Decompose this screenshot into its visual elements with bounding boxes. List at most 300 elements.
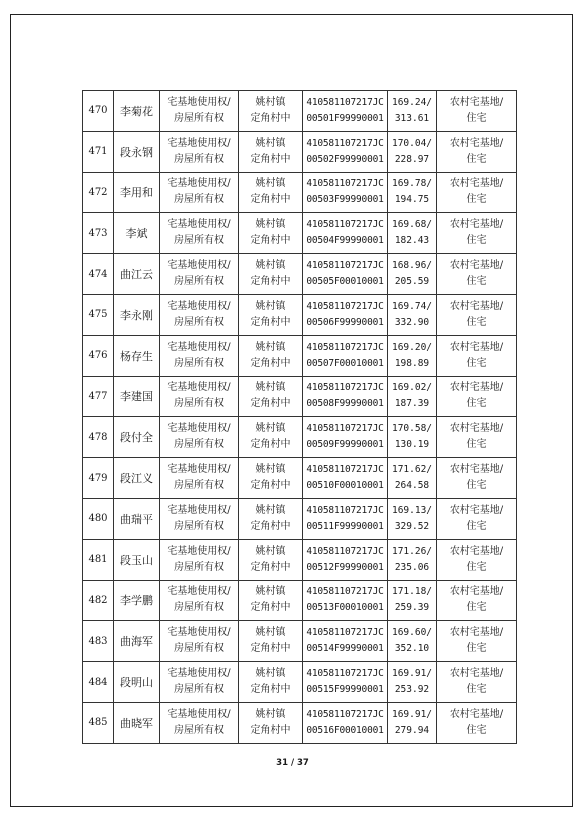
record-number-text: 484 bbox=[88, 676, 108, 688]
parcel-code-cell bbox=[303, 376, 388, 417]
table-row bbox=[83, 254, 517, 295]
land-use-cell bbox=[437, 702, 517, 743]
right-type-text: 房屋所有权 bbox=[174, 602, 224, 614]
right-type-text: 宅基地使用权/ bbox=[167, 708, 231, 720]
land-use-cell bbox=[437, 417, 517, 458]
location-cell bbox=[239, 294, 303, 335]
area-text: 352.10 bbox=[394, 643, 430, 655]
location-text: 定角村中 bbox=[250, 724, 291, 736]
right-type-text: 房屋所有权 bbox=[174, 724, 224, 736]
land-use-cell bbox=[437, 498, 517, 539]
location-cell bbox=[239, 376, 303, 417]
location-text: 姚村镇 bbox=[255, 300, 286, 312]
right-type-text: 宅基地使用权/ bbox=[167, 341, 231, 353]
parcel-code-text: 410581107217JC bbox=[306, 668, 384, 680]
location-text: 定角村中 bbox=[250, 194, 291, 206]
location-text: 姚村镇 bbox=[255, 96, 286, 108]
record-number-cell bbox=[83, 376, 114, 417]
area-cell bbox=[388, 702, 437, 743]
location-cell bbox=[239, 458, 303, 499]
land-use-text: 住宅 bbox=[466, 357, 487, 369]
area-text: 171.18/ bbox=[391, 586, 433, 598]
record-number-text: 485 bbox=[88, 717, 108, 729]
record-number-text: 475 bbox=[88, 309, 108, 321]
record-number-text: 476 bbox=[88, 350, 108, 362]
area-cell bbox=[388, 254, 437, 295]
owner-name-cell bbox=[114, 662, 160, 703]
land-use-text: 住宅 bbox=[466, 153, 487, 165]
parcel-code-text: 410581107217JC bbox=[306, 260, 384, 272]
table-row bbox=[83, 458, 517, 499]
record-number-cell bbox=[83, 702, 114, 743]
table-row bbox=[83, 498, 517, 539]
table-row bbox=[83, 91, 517, 132]
owner-name-cell bbox=[114, 702, 160, 743]
owner-name-cell bbox=[114, 294, 160, 335]
parcel-code-cell bbox=[303, 254, 388, 295]
parcel-code-text: 410581107217JC bbox=[306, 178, 384, 190]
parcel-code-text: 00516F00010001 bbox=[306, 724, 384, 736]
parcel-code-text: 00509F99990001 bbox=[306, 439, 384, 451]
land-use-text: 住宅 bbox=[466, 724, 487, 736]
record-number-cell bbox=[83, 254, 114, 295]
land-use-text: 住宅 bbox=[466, 276, 487, 288]
record-number-text: 482 bbox=[88, 594, 108, 606]
land-use-text: 住宅 bbox=[466, 316, 487, 328]
parcel-code-cell bbox=[303, 458, 388, 499]
record-number-text: 471 bbox=[88, 146, 108, 158]
owner-name-cell bbox=[114, 335, 160, 376]
right-type-text: 房屋所有权 bbox=[174, 316, 224, 328]
table-row bbox=[83, 213, 517, 254]
area-text: 168.96/ bbox=[391, 260, 433, 272]
location-text: 定角村中 bbox=[250, 439, 291, 451]
parcel-code-text: 00507F00010001 bbox=[306, 357, 384, 369]
owner-name-cell bbox=[114, 91, 160, 132]
land-use-cell bbox=[437, 254, 517, 295]
owner-name-text: 曲瑞平 bbox=[120, 512, 153, 526]
right-type-text: 房屋所有权 bbox=[174, 643, 224, 655]
right-type-cell bbox=[160, 702, 239, 743]
owner-name-text: 李菊花 bbox=[120, 104, 153, 118]
area-text: 169.91/ bbox=[391, 668, 433, 680]
table-row bbox=[83, 294, 517, 335]
location-cell bbox=[239, 91, 303, 132]
owner-name-cell bbox=[114, 621, 160, 662]
parcel-code-cell bbox=[303, 498, 388, 539]
parcel-code-text: 410581107217JC bbox=[306, 300, 384, 312]
area-text: 329.52 bbox=[394, 520, 430, 532]
record-number-cell bbox=[83, 213, 114, 254]
area-text: 170.58/ bbox=[391, 423, 433, 435]
parcel-code-text: 410581107217JC bbox=[306, 423, 384, 435]
right-type-text: 宅基地使用权/ bbox=[167, 219, 231, 231]
area-cell bbox=[388, 131, 437, 172]
land-use-cell bbox=[437, 662, 517, 703]
area-text: 279.94 bbox=[394, 724, 430, 736]
parcel-code-text: 410581107217JC bbox=[306, 137, 384, 149]
land-use-text: 农村宅基地/ bbox=[449, 464, 504, 476]
land-use-text: 住宅 bbox=[466, 561, 487, 573]
area-text: 182.43 bbox=[394, 235, 430, 247]
right-type-cell bbox=[160, 498, 239, 539]
table-row bbox=[83, 621, 517, 662]
parcel-code-cell bbox=[303, 131, 388, 172]
right-type-text: 房屋所有权 bbox=[174, 194, 224, 206]
right-type-cell bbox=[160, 458, 239, 499]
record-number-cell bbox=[83, 417, 114, 458]
land-use-text: 住宅 bbox=[466, 112, 487, 124]
parcel-code-cell bbox=[303, 417, 388, 458]
parcel-code-text: 410581107217JC bbox=[306, 464, 384, 476]
land-use-text: 住宅 bbox=[466, 235, 487, 247]
area-text: 313.61 bbox=[394, 112, 430, 124]
parcel-code-text: 410581107217JC bbox=[306, 382, 384, 394]
parcel-code-text: 00506F99990001 bbox=[306, 316, 384, 328]
land-use-text: 住宅 bbox=[466, 194, 487, 206]
right-type-text: 房屋所有权 bbox=[174, 357, 224, 369]
record-number-text: 483 bbox=[88, 635, 108, 647]
parcel-code-text: 00503F99990001 bbox=[306, 194, 384, 206]
area-cell bbox=[388, 662, 437, 703]
right-type-text: 房屋所有权 bbox=[174, 480, 224, 492]
location-text: 姚村镇 bbox=[255, 627, 286, 639]
right-type-cell bbox=[160, 580, 239, 621]
owner-name-cell bbox=[114, 417, 160, 458]
right-type-cell bbox=[160, 91, 239, 132]
owner-name-cell bbox=[114, 376, 160, 417]
land-use-text: 农村宅基地/ bbox=[449, 627, 504, 639]
area-cell bbox=[388, 621, 437, 662]
location-text: 定角村中 bbox=[250, 398, 291, 410]
right-type-cell bbox=[160, 376, 239, 417]
parcel-code-cell bbox=[303, 172, 388, 213]
area-text: 187.39 bbox=[394, 398, 430, 410]
owner-name-text: 段江义 bbox=[120, 472, 153, 486]
location-text: 定角村中 bbox=[250, 276, 291, 288]
land-use-cell bbox=[437, 91, 517, 132]
owner-name-text: 李建国 bbox=[120, 390, 153, 404]
record-number-cell bbox=[83, 621, 114, 662]
table-row bbox=[83, 335, 517, 376]
parcel-code-cell bbox=[303, 213, 388, 254]
land-use-text: 农村宅基地/ bbox=[449, 137, 504, 149]
area-text: 264.58 bbox=[394, 480, 430, 492]
table-row bbox=[83, 172, 517, 213]
land-use-cell bbox=[437, 335, 517, 376]
area-cell bbox=[388, 376, 437, 417]
right-type-text: 宅基地使用权/ bbox=[167, 178, 231, 190]
right-type-cell bbox=[160, 213, 239, 254]
land-use-text: 农村宅基地/ bbox=[449, 382, 504, 394]
location-cell bbox=[239, 702, 303, 743]
land-use-text: 农村宅基地/ bbox=[449, 545, 504, 557]
record-number-cell bbox=[83, 172, 114, 213]
land-use-text: 住宅 bbox=[466, 480, 487, 492]
location-text: 姚村镇 bbox=[255, 219, 286, 231]
location-text: 定角村中 bbox=[250, 520, 291, 532]
owner-name-text: 曲江云 bbox=[120, 268, 153, 282]
owner-name-cell bbox=[114, 254, 160, 295]
location-text: 定角村中 bbox=[250, 643, 291, 655]
right-type-cell bbox=[160, 662, 239, 703]
record-number-text: 473 bbox=[88, 227, 108, 239]
page-number: 31 / 37 bbox=[276, 758, 309, 768]
location-cell bbox=[239, 335, 303, 376]
right-type-text: 宅基地使用权/ bbox=[167, 545, 231, 557]
parcel-code-cell bbox=[303, 662, 388, 703]
land-use-text: 住宅 bbox=[466, 602, 487, 614]
parcel-code-cell bbox=[303, 702, 388, 743]
right-type-text: 宅基地使用权/ bbox=[167, 668, 231, 680]
land-use-text: 住宅 bbox=[466, 643, 487, 655]
parcel-code-text: 410581107217JC bbox=[306, 504, 384, 516]
right-type-text: 宅基地使用权/ bbox=[167, 96, 231, 108]
record-number-text: 477 bbox=[88, 390, 108, 402]
right-type-text: 房屋所有权 bbox=[174, 276, 224, 288]
right-type-text: 宅基地使用权/ bbox=[167, 504, 231, 516]
location-cell bbox=[239, 580, 303, 621]
location-text: 姚村镇 bbox=[255, 464, 286, 476]
location-cell bbox=[239, 498, 303, 539]
location-text: 定角村中 bbox=[250, 684, 291, 696]
table-row bbox=[83, 702, 517, 743]
parcel-code-text: 00504F99990001 bbox=[306, 235, 384, 247]
area-cell bbox=[388, 335, 437, 376]
owner-name-text: 曲海军 bbox=[120, 635, 153, 649]
location-text: 姚村镇 bbox=[255, 341, 286, 353]
area-cell bbox=[388, 417, 437, 458]
table-row bbox=[83, 539, 517, 580]
area-text: 171.26/ bbox=[391, 545, 433, 557]
location-text: 姚村镇 bbox=[255, 382, 286, 394]
table-row bbox=[83, 417, 517, 458]
owner-name-cell bbox=[114, 172, 160, 213]
owner-name-cell bbox=[114, 458, 160, 499]
land-use-cell bbox=[437, 294, 517, 335]
area-text: 253.92 bbox=[394, 684, 430, 696]
right-type-text: 房屋所有权 bbox=[174, 153, 224, 165]
land-use-text: 住宅 bbox=[466, 684, 487, 696]
location-text: 姚村镇 bbox=[255, 178, 286, 190]
right-type-text: 房屋所有权 bbox=[174, 520, 224, 532]
owner-name-text: 曲晓军 bbox=[120, 716, 153, 730]
land-use-text: 农村宅基地/ bbox=[449, 178, 504, 190]
record-number-text: 481 bbox=[88, 554, 108, 566]
record-number-cell bbox=[83, 458, 114, 499]
location-text: 定角村中 bbox=[250, 561, 291, 573]
area-text: 169.60/ bbox=[391, 627, 433, 639]
right-type-cell bbox=[160, 417, 239, 458]
table-row bbox=[83, 580, 517, 621]
land-use-text: 农村宅基地/ bbox=[449, 586, 504, 598]
right-type-cell bbox=[160, 172, 239, 213]
area-cell bbox=[388, 539, 437, 580]
right-type-cell bbox=[160, 131, 239, 172]
location-cell bbox=[239, 539, 303, 580]
location-cell bbox=[239, 621, 303, 662]
land-use-cell bbox=[437, 376, 517, 417]
location-text: 姚村镇 bbox=[255, 504, 286, 516]
location-cell bbox=[239, 172, 303, 213]
owner-name-cell bbox=[114, 539, 160, 580]
table-row bbox=[83, 376, 517, 417]
area-text: 228.97 bbox=[394, 153, 430, 165]
record-table bbox=[82, 90, 517, 744]
right-type-text: 房屋所有权 bbox=[174, 235, 224, 247]
land-use-cell bbox=[437, 539, 517, 580]
location-text: 定角村中 bbox=[250, 112, 291, 124]
location-text: 姚村镇 bbox=[255, 708, 286, 720]
location-text: 姚村镇 bbox=[255, 586, 286, 598]
parcel-code-text: 410581107217JC bbox=[306, 545, 384, 557]
land-use-text: 农村宅基地/ bbox=[449, 96, 504, 108]
parcel-code-text: 00514F99990001 bbox=[306, 643, 384, 655]
record-number-cell bbox=[83, 91, 114, 132]
land-use-cell bbox=[437, 458, 517, 499]
location-cell bbox=[239, 662, 303, 703]
area-cell bbox=[388, 580, 437, 621]
right-type-text: 房屋所有权 bbox=[174, 112, 224, 124]
location-text: 姚村镇 bbox=[255, 260, 286, 272]
right-type-text: 房屋所有权 bbox=[174, 398, 224, 410]
parcel-code-text: 00512F99990001 bbox=[306, 561, 384, 573]
owner-name-cell bbox=[114, 580, 160, 621]
parcel-code-text: 00501F99990001 bbox=[306, 112, 384, 124]
land-use-text: 农村宅基地/ bbox=[449, 341, 504, 353]
area-text: 169.13/ bbox=[391, 504, 433, 516]
right-type-text: 宅基地使用权/ bbox=[167, 464, 231, 476]
location-text: 定角村中 bbox=[250, 235, 291, 247]
parcel-code-text: 00505F00010001 bbox=[306, 276, 384, 288]
right-type-text: 宅基地使用权/ bbox=[167, 300, 231, 312]
area-cell bbox=[388, 91, 437, 132]
area-text: 130.19 bbox=[394, 439, 430, 451]
location-cell bbox=[239, 213, 303, 254]
record-number-cell bbox=[83, 294, 114, 335]
parcel-code-cell bbox=[303, 621, 388, 662]
parcel-code-text: 00502F99990001 bbox=[306, 153, 384, 165]
area-text: 171.62/ bbox=[391, 464, 433, 476]
owner-name-text: 李斌 bbox=[125, 227, 148, 241]
area-text: 169.68/ bbox=[391, 219, 433, 231]
parcel-code-text: 00510F00010001 bbox=[306, 480, 384, 492]
parcel-code-text: 410581107217JC bbox=[306, 219, 384, 231]
record-number-text: 480 bbox=[88, 513, 108, 525]
parcel-code-text: 410581107217JC bbox=[306, 708, 384, 720]
right-type-cell bbox=[160, 254, 239, 295]
record-number-text: 479 bbox=[88, 472, 108, 484]
area-text: 169.20/ bbox=[391, 341, 433, 353]
record-number-cell bbox=[83, 498, 114, 539]
parcel-code-cell bbox=[303, 294, 388, 335]
land-use-text: 农村宅基地/ bbox=[449, 260, 504, 272]
location-text: 姚村镇 bbox=[255, 545, 286, 557]
right-type-text: 房屋所有权 bbox=[174, 561, 224, 573]
right-type-text: 宅基地使用权/ bbox=[167, 260, 231, 272]
right-type-cell bbox=[160, 539, 239, 580]
parcel-code-cell bbox=[303, 539, 388, 580]
area-text: 194.75 bbox=[394, 194, 430, 206]
parcel-code-text: 410581107217JC bbox=[306, 627, 384, 639]
area-text: 198.89 bbox=[394, 357, 430, 369]
land-use-text: 住宅 bbox=[466, 520, 487, 532]
right-type-text: 宅基地使用权/ bbox=[167, 423, 231, 435]
table-row bbox=[83, 662, 517, 703]
land-use-text: 农村宅基地/ bbox=[449, 423, 504, 435]
land-use-text: 农村宅基地/ bbox=[449, 708, 504, 720]
parcel-code-text: 00511F99990001 bbox=[306, 520, 384, 532]
land-use-cell bbox=[437, 131, 517, 172]
area-cell bbox=[388, 458, 437, 499]
land-use-text: 住宅 bbox=[466, 439, 487, 451]
location-text: 定角村中 bbox=[250, 480, 291, 492]
location-cell bbox=[239, 417, 303, 458]
land-use-cell bbox=[437, 621, 517, 662]
area-text: 259.39 bbox=[394, 602, 430, 614]
parcel-code-text: 00515F99990001 bbox=[306, 684, 384, 696]
parcel-code-text: 41058110721​7JC bbox=[306, 96, 384, 108]
right-type-text: 房屋所有权 bbox=[174, 684, 224, 696]
right-type-cell bbox=[160, 294, 239, 335]
area-text: 169.74/ bbox=[391, 300, 433, 312]
right-type-cell bbox=[160, 335, 239, 376]
parcel-code-text: 410581107217JC bbox=[306, 586, 384, 598]
owner-name-text: 段永钢 bbox=[120, 145, 153, 159]
owner-name-text: 李用和 bbox=[120, 186, 153, 200]
land-use-cell bbox=[437, 580, 517, 621]
parcel-code-cell bbox=[303, 580, 388, 621]
record-number-text: 478 bbox=[88, 431, 108, 443]
owner-name-text: 李学鹏 bbox=[120, 594, 153, 608]
land-use-text: 农村宅基地/ bbox=[449, 300, 504, 312]
table-body bbox=[83, 91, 517, 744]
area-cell bbox=[388, 498, 437, 539]
right-type-text: 宅基地使用权/ bbox=[167, 137, 231, 149]
area-cell bbox=[388, 213, 437, 254]
owner-name-text: 段明山 bbox=[120, 676, 153, 690]
land-use-text: 住宅 bbox=[466, 398, 487, 410]
location-text: 定角村中 bbox=[250, 602, 291, 614]
parcel-code-cell bbox=[303, 335, 388, 376]
record-number-text: 472 bbox=[88, 186, 108, 198]
owner-name-cell bbox=[114, 498, 160, 539]
location-text: 姚村镇 bbox=[255, 423, 286, 435]
area-cell bbox=[388, 294, 437, 335]
location-text: 定角村中 bbox=[250, 316, 291, 328]
owner-name-text: 段玉山 bbox=[120, 553, 153, 567]
owner-name-text: 李永刚 bbox=[120, 308, 153, 322]
area-cell bbox=[388, 172, 437, 213]
record-number-text: 474 bbox=[88, 268, 108, 280]
location-text: 定角村中 bbox=[250, 153, 291, 165]
right-type-cell bbox=[160, 621, 239, 662]
location-text: 定角村中 bbox=[250, 357, 291, 369]
right-type-text: 宅基地使用权/ bbox=[167, 382, 231, 394]
right-type-text: 宅基地使用权/ bbox=[167, 586, 231, 598]
record-number-cell bbox=[83, 580, 114, 621]
location-text: 姚村镇 bbox=[255, 668, 286, 680]
owner-name-cell bbox=[114, 213, 160, 254]
area-text: 169.02/ bbox=[391, 382, 433, 394]
record-number-cell bbox=[83, 662, 114, 703]
land-use-cell bbox=[437, 172, 517, 213]
parcel-code-text: 00513F00010001 bbox=[306, 602, 384, 614]
record-number-cell bbox=[83, 539, 114, 580]
owner-name-text: 杨存生 bbox=[120, 349, 153, 363]
record-number-cell bbox=[83, 131, 114, 172]
owner-name-text: 段付全 bbox=[120, 431, 153, 445]
